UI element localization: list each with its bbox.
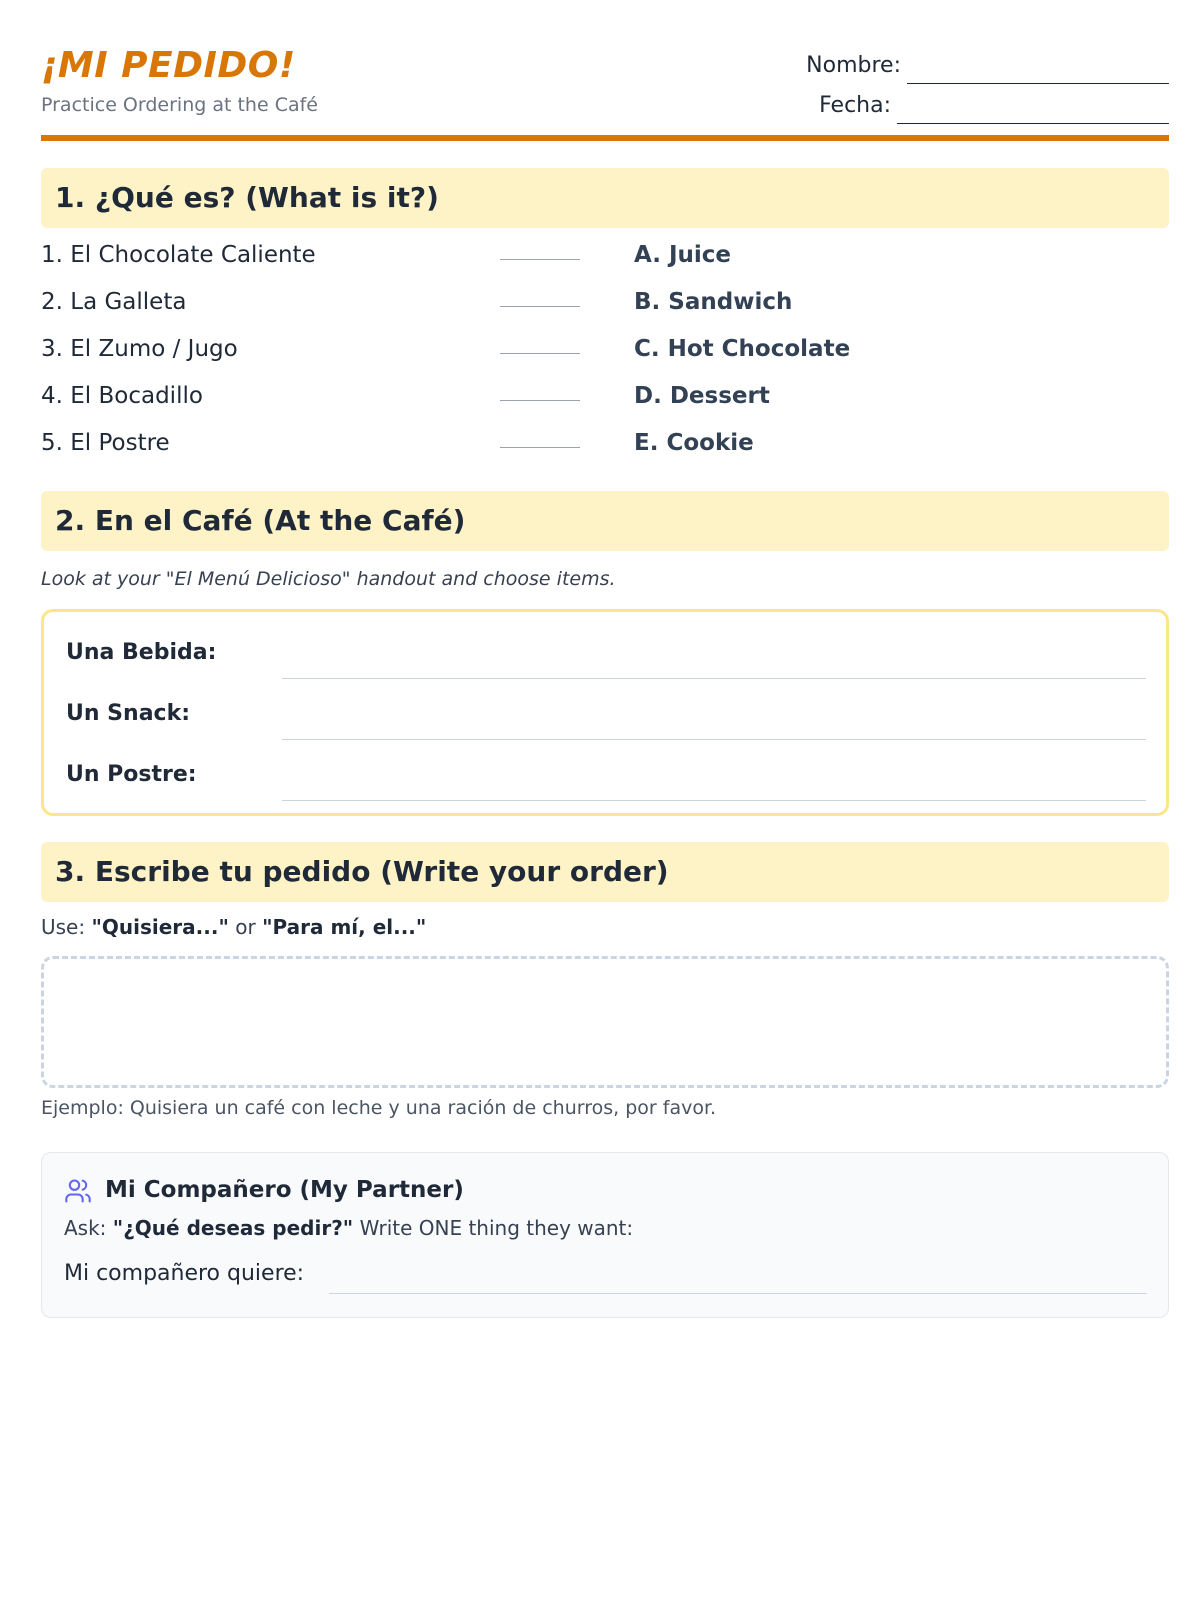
partner-ask-suffix: Write ONE thing they want: [359, 1216, 634, 1240]
section3-header: 3. Escribe tu pedido (Write your order) [41, 842, 1169, 902]
match-row [41, 377, 1169, 424]
match-row [41, 424, 1169, 471]
match-term: 4. El Bocadillo [41, 383, 203, 409]
match-option: D. Dessert [634, 383, 770, 409]
name-field[interactable] [806, 48, 1169, 88]
drink-answer-line[interactable] [282, 678, 1146, 679]
partner-answer-line[interactable] [329, 1293, 1147, 1294]
match-option: E. Cookie [634, 430, 754, 456]
match-option: A. Juice [634, 242, 732, 268]
drink-choice-row [66, 628, 1146, 668]
match-term: 3. El Zumo / Jugo [41, 336, 238, 362]
worksheet-subtitle: Practice Ordering at the Café [41, 94, 318, 116]
name-label: Nombre: [806, 53, 901, 78]
match-term: 5. El Postre [41, 430, 170, 456]
order-example: Ejemplo: Quisiera un café con leche y una ración de churros, por favor. [41, 1097, 717, 1119]
match-row [41, 236, 1169, 283]
name-blank[interactable] [907, 59, 1169, 84]
match-term: 1. El Chocolate Caliente [41, 242, 316, 268]
match-answer-blank[interactable] [500, 400, 580, 401]
match-answer-blank[interactable] [500, 353, 580, 354]
phrase-para-mi: "Para mí, el..." [262, 915, 427, 939]
phrase-or: or [235, 915, 256, 939]
partner-question: "¿Qué deseas pedir?" [112, 1216, 354, 1240]
order-writing-area[interactable] [41, 956, 1169, 1088]
match-option: C. Hot Chocolate [634, 336, 851, 362]
section2-header: 2. En el Café (At the Café) [41, 491, 1169, 551]
users-icon [64, 1177, 92, 1205]
drink-label: Una Bebida: [66, 640, 217, 665]
dessert-answer-line[interactable] [282, 800, 1146, 801]
snack-answer-line[interactable] [282, 739, 1146, 740]
date-blank[interactable] [897, 99, 1169, 124]
phrase-quisiera: "Quisiera..." [91, 915, 229, 939]
date-field[interactable] [806, 88, 1169, 128]
worksheet-header [41, 44, 1169, 142]
partner-answer-label: Mi compañero quiere: [64, 1261, 305, 1286]
dessert-label: Un Postre: [66, 762, 197, 787]
partner-title: Mi Compañero (My Partner) [105, 1177, 464, 1203]
match-answer-blank[interactable] [500, 306, 580, 307]
student-fields [806, 48, 1169, 128]
partner-box [41, 1152, 1169, 1318]
section1-header: 1. ¿Qué es? (What is it?) [41, 168, 1169, 228]
section2-instruction: Look at your "El Menú Delicioso" handout and choose items. [41, 568, 616, 590]
dessert-choice-row [66, 750, 1146, 790]
partner-instruction [64, 1216, 633, 1240]
partner-ask-prefix: Ask: [64, 1216, 107, 1240]
phrase-hint-prefix: Use: [41, 915, 86, 939]
match-answer-blank[interactable] [500, 259, 580, 260]
match-row [41, 330, 1169, 377]
match-answer-blank[interactable] [500, 447, 580, 448]
match-option: B. Sandwich [634, 289, 793, 315]
header-divider [41, 135, 1169, 141]
worksheet-title: ¡MI PEDIDO! [41, 45, 296, 86]
menu-choices-box [41, 609, 1169, 816]
phrase-hint [41, 915, 426, 939]
matching-list [41, 236, 1169, 471]
match-term: 2. La Galleta [41, 289, 187, 315]
date-label: Fecha: [819, 93, 891, 118]
snack-label: Un Snack: [66, 701, 191, 726]
snack-choice-row [66, 689, 1146, 729]
match-row [41, 283, 1169, 330]
